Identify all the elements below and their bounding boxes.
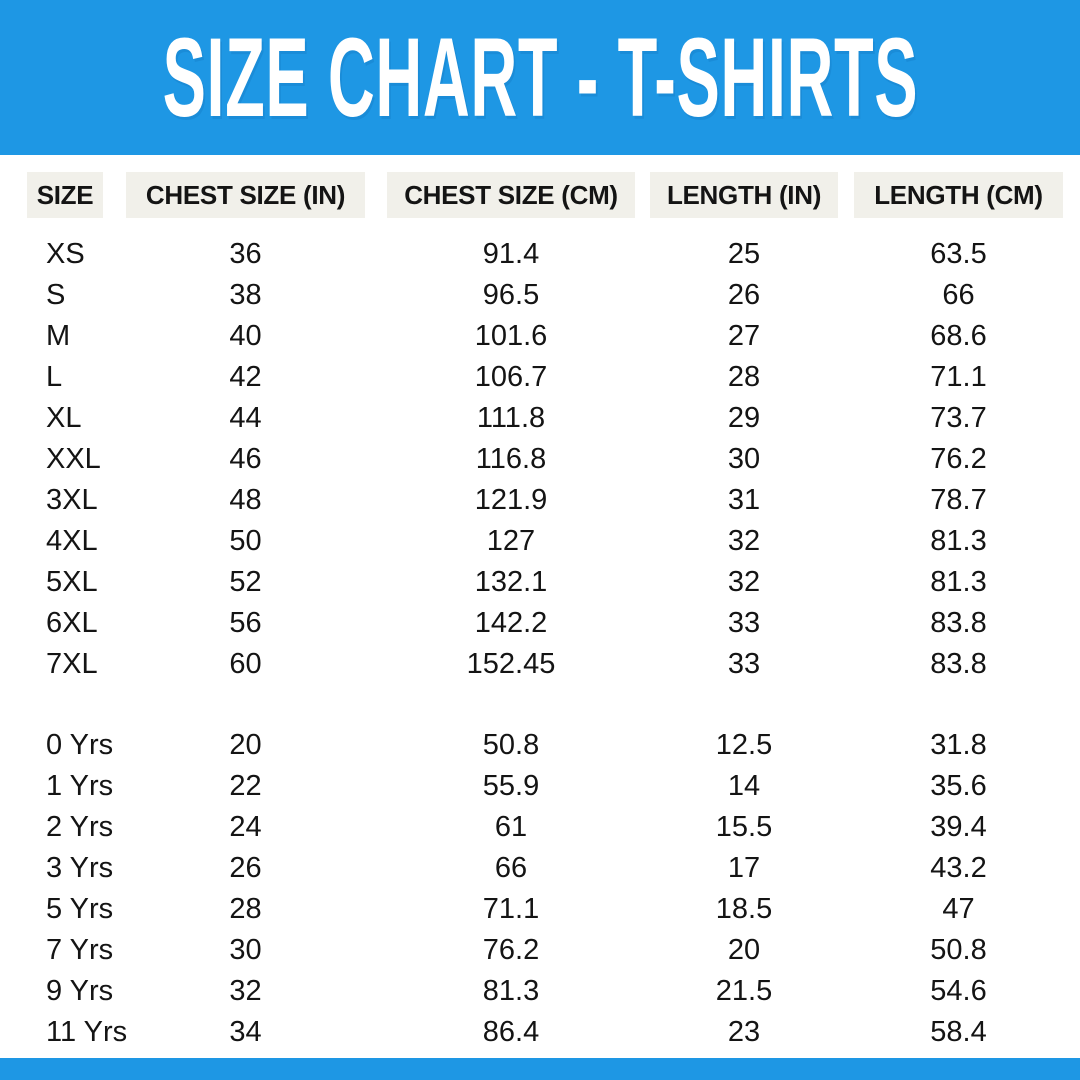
cell-value: 44 [229,402,262,434]
cell-value: 78.7 [930,484,987,516]
cell-value: 121.9 [474,484,548,516]
cell-value: 18.5 [715,893,773,925]
cell-value: 50 [229,525,262,557]
table-row [27,398,1063,439]
cell-value: 91.4 [482,238,540,270]
cell-value: 31 [727,484,761,516]
cell-value: 68.6 [930,320,987,352]
column-header-chest-in: CHEST SIZE (IN) [126,172,365,218]
cell-value: 12.5 [715,729,773,761]
cell-size-label: 5XL [46,566,98,598]
cell-size-label: M [46,320,71,352]
column-header-chest-cm: CHEST SIZE (CM) [387,172,635,218]
cell-value: 26 [229,852,262,884]
column-header-length-in: LENGTH (IN) [650,172,838,218]
kids-sizes-group [27,725,1063,1053]
cell-value: 35.6 [930,770,987,802]
cell-value: 38 [229,279,262,311]
cell-value: 127 [486,525,536,557]
cell-size-label: XL [46,402,82,434]
cell-value: 83.8 [930,607,987,639]
cell-value: 20 [229,729,262,761]
cell-value: 55.9 [482,770,540,802]
title-banner [0,0,1080,155]
table-row [27,930,1063,971]
bottom-accent-bar [0,1058,1080,1080]
cell-value: 71.1 [930,361,987,393]
table-row [27,562,1063,603]
cell-size-label: 7 Yrs [46,934,114,966]
cell-value: 86.4 [482,1016,540,1048]
adult-sizes-group [27,234,1063,685]
cell-value: 47 [942,893,975,925]
cell-value: 32 [727,525,761,557]
table-row [27,275,1063,316]
cell-size-label: 1 Yrs [46,770,114,802]
cell-value: 42 [229,361,262,393]
cell-value: 28 [727,361,761,393]
cell-value: 32 [229,975,262,1007]
cell-value: 48 [229,484,262,516]
cell-value: 29 [727,402,761,434]
cell-value: 56 [229,607,262,639]
cell-value: 66 [942,279,975,311]
table-row [27,357,1063,398]
cell-size-label: 3XL [46,484,98,516]
cell-value: 17 [727,852,761,884]
table-row [27,603,1063,644]
cell-value: 33 [727,607,761,639]
cell-value: 152.45 [466,648,556,680]
cell-value: 66 [494,852,528,884]
cell-size-label: 2 Yrs [46,811,114,843]
table-row [27,644,1063,685]
cell-value: 21.5 [715,975,773,1007]
page-title: SIZE CHART - T-SHIRTS [162,14,918,140]
cell-value: 61 [494,811,528,843]
cell-value: 22 [229,770,262,802]
cell-value: 20 [727,934,761,966]
table-row [27,521,1063,562]
table-row [27,316,1063,357]
cell-value: 28 [229,893,262,925]
column-header-size: SIZE [27,172,103,218]
cell-size-label: 7XL [46,648,98,680]
cell-value: 58.4 [930,1016,987,1048]
cell-value: 46 [229,443,262,475]
table-row [27,766,1063,807]
cell-value: 76.2 [930,443,987,475]
cell-size-label: L [46,361,63,393]
table-row [27,807,1063,848]
cell-value: 81.3 [482,975,540,1007]
cell-value: 76.2 [482,934,540,966]
table-row [27,725,1063,766]
cell-value: 40 [229,320,262,352]
cell-size-label: XXL [46,443,101,475]
cell-size-label: 0 Yrs [46,729,114,761]
cell-value: 50.8 [482,729,540,761]
cell-value: 33 [727,648,761,680]
cell-size-label: 4XL [46,525,98,557]
table-row [27,234,1063,275]
cell-value: 52 [229,566,262,598]
cell-value: 24 [229,811,262,843]
cell-value: 26 [727,279,761,311]
cell-value: 81.3 [930,525,987,557]
cell-value: 142.2 [474,607,548,639]
cell-value: 96.5 [482,279,540,311]
cell-value: 15.5 [715,811,773,843]
cell-value: 31.8 [930,729,987,761]
cell-value: 60 [229,648,262,680]
cell-value: 30 [727,443,761,475]
cell-value: 111.8 [476,402,546,434]
cell-value: 14 [727,770,761,802]
table-header-row [27,172,1063,218]
column-header-length-cm: LENGTH (CM) [854,172,1063,218]
cell-size-label: 5 Yrs [46,893,114,925]
cell-size-label: 11 Yrs [46,1016,128,1048]
cell-value: 116.8 [475,443,547,475]
cell-value: 101.6 [474,320,548,352]
cell-value: 54.6 [930,975,987,1007]
cell-value: 27 [727,320,761,352]
cell-value: 83.8 [930,648,987,680]
cell-value: 106.7 [474,361,548,393]
cell-value: 39.4 [930,811,987,843]
cell-value: 30 [229,934,262,966]
cell-value: 73.7 [930,402,987,434]
cell-size-label: 9 Yrs [46,975,114,1007]
table-row [27,971,1063,1012]
cell-value: 132.1 [474,566,548,598]
table-row [27,889,1063,930]
cell-value: 63.5 [930,238,987,270]
cell-value: 50.8 [930,934,987,966]
cell-value: 25 [727,238,761,270]
cell-value: 81.3 [930,566,987,598]
cell-value: 43.2 [930,852,987,884]
cell-size-label: 6XL [46,607,98,639]
table-row [27,1012,1063,1053]
cell-value: 32 [727,566,761,598]
cell-value: 34 [229,1016,262,1048]
cell-size-label: S [46,279,66,311]
cell-size-label: XS [46,238,85,270]
table-row [27,480,1063,521]
table-row [27,439,1063,480]
table-row [27,848,1063,889]
cell-value: 36 [229,238,262,270]
cell-value: 71.1 [482,893,540,925]
cell-value: 23 [727,1016,761,1048]
cell-size-label: 3 Yrs [46,852,114,884]
size-table [0,155,1080,1053]
